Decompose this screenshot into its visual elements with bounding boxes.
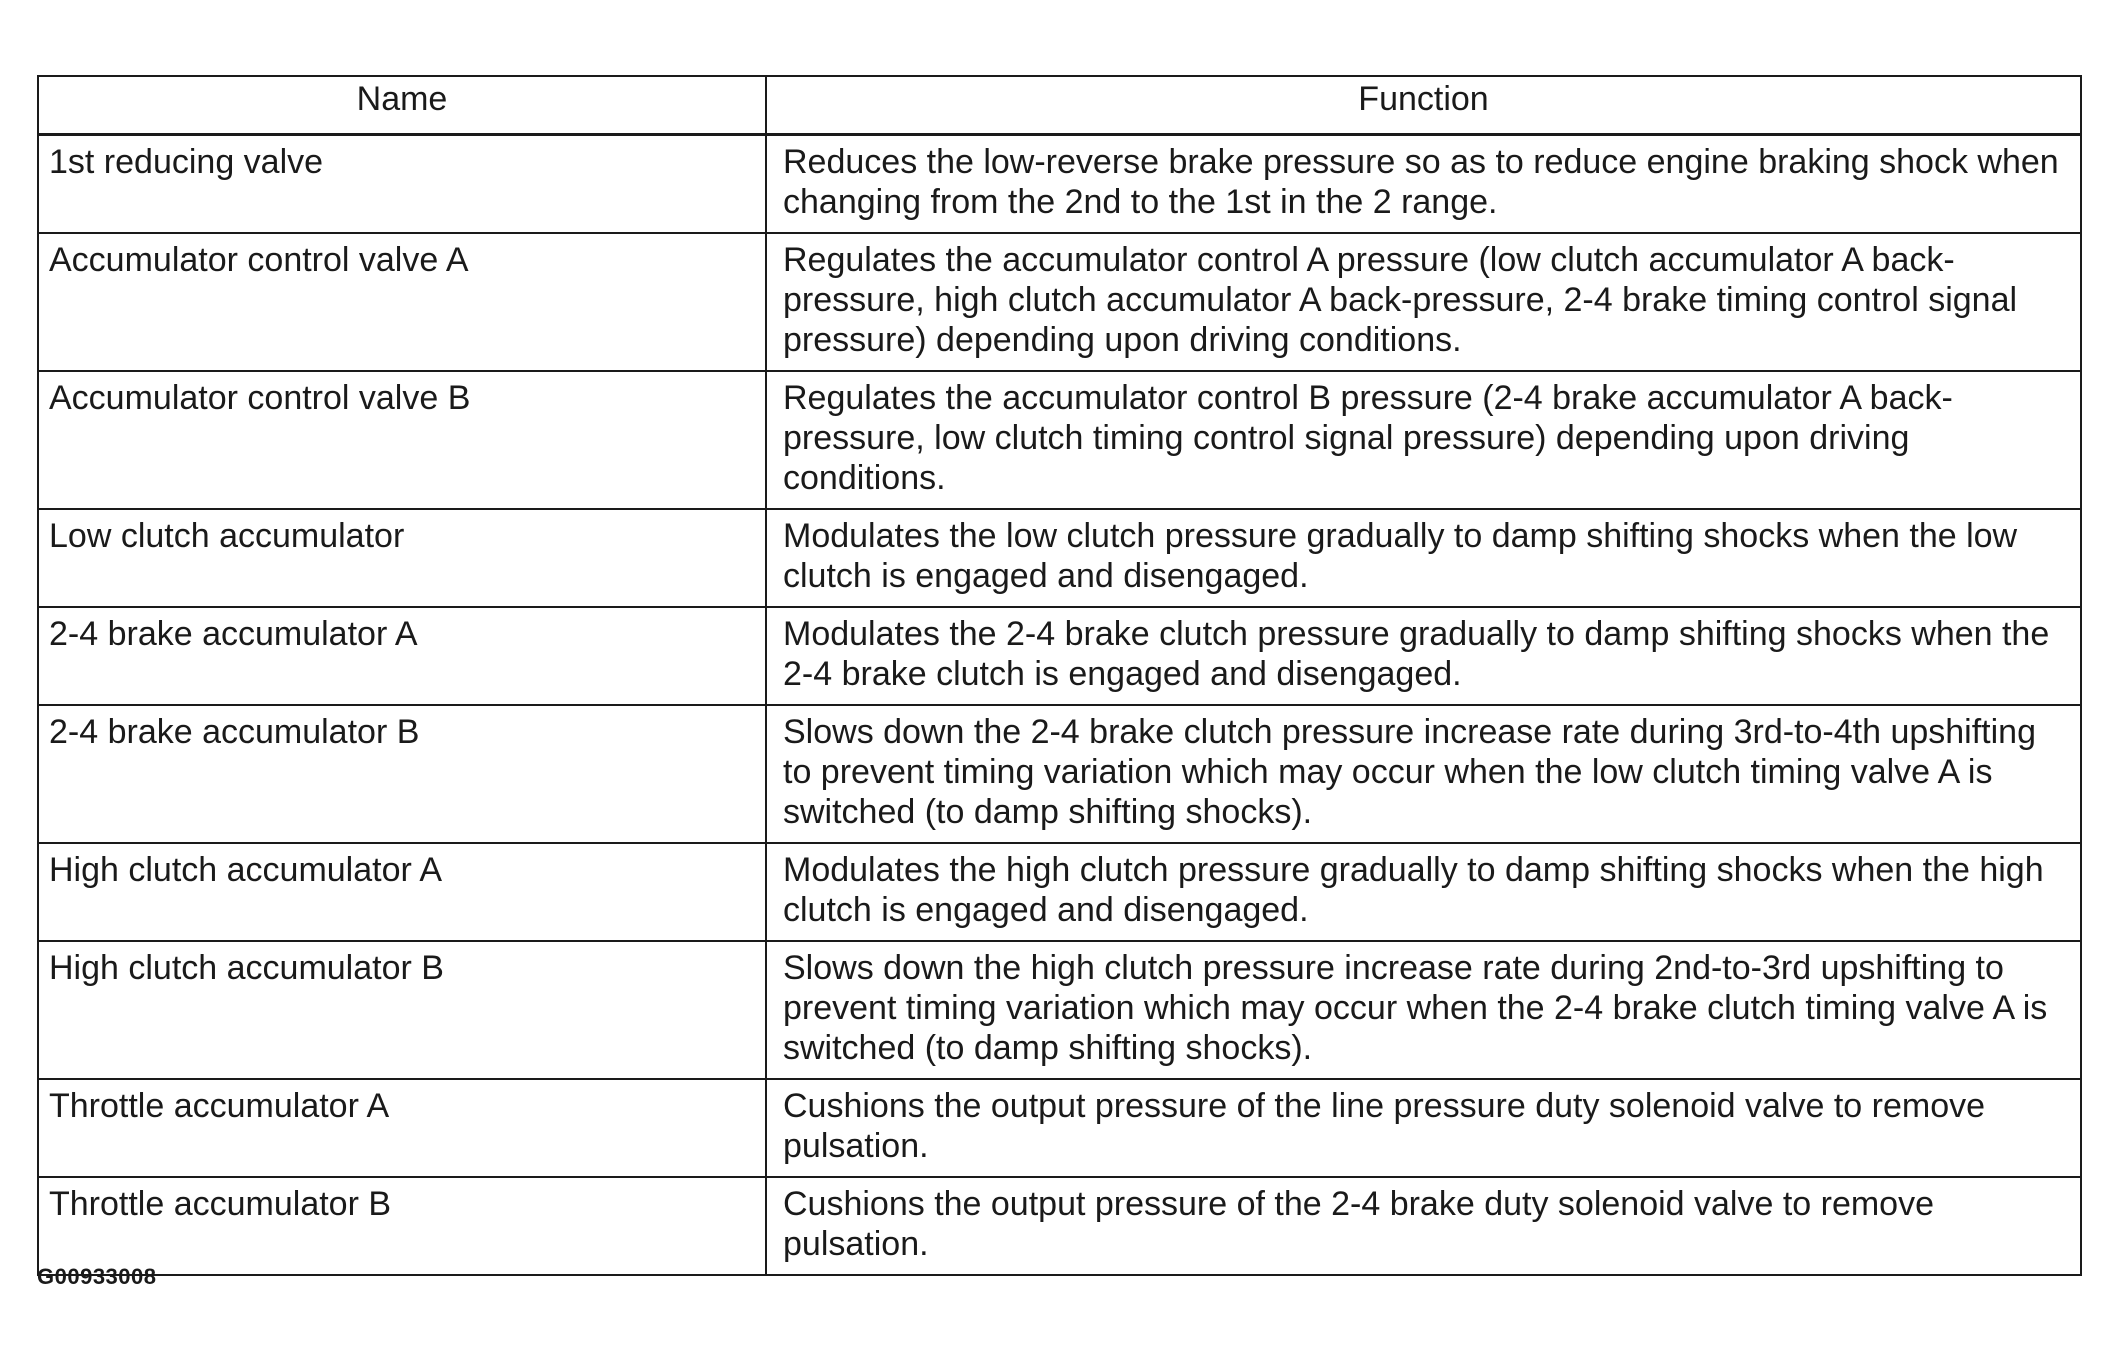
row-name-cell: High clutch accumulator A xyxy=(38,843,766,941)
row-function-cell: Cushions the output pressure of the line pressure duty solenoid valve to remove pulsation. xyxy=(766,1079,2081,1177)
table-row xyxy=(38,509,2081,607)
row-function-cell: Regulates the accumulator control B pressure (2-4 brake accumulator A back-pressure, low clutch timing control signal pressure) depending upon driving conditions. xyxy=(766,371,2081,509)
table-row xyxy=(38,135,2081,234)
row-name-cell: 2-4 brake accumulator A xyxy=(38,607,766,705)
row-name-cell: Throttle accumulator B xyxy=(38,1177,766,1275)
table-row xyxy=(38,1079,2081,1177)
row-function-cell: Modulates the low clutch pressure gradually to damp shifting shocks when the low clutch is engaged and disengaged. xyxy=(766,509,2081,607)
table-row xyxy=(38,233,2081,371)
table-row xyxy=(38,843,2081,941)
table-header-row xyxy=(38,76,2081,135)
row-function-cell: Regulates the accumulator control A pressure (low clutch accumulator A back-pressure, high clutch accumulator A back-pressure, 2-4 brake timing control signal pressure) depending upon driving conditions. xyxy=(766,233,2081,371)
valve-function-table xyxy=(37,75,2082,1276)
row-function-cell: Modulates the 2-4 brake clutch pressure gradually to damp shifting shocks when the 2-4 brake clutch is engaged and disengaged. xyxy=(766,607,2081,705)
table-row xyxy=(38,607,2081,705)
row-name-cell: 2-4 brake accumulator B xyxy=(38,705,766,843)
row-name-cell: Accumulator control valve A xyxy=(38,233,766,371)
row-name-cell: High clutch accumulator B xyxy=(38,941,766,1079)
column-header-name: Name xyxy=(38,76,766,135)
table-row xyxy=(38,1177,2081,1275)
row-function-cell: Reduces the low-reverse brake pressure so as to reduce engine braking shock when changing from the 2nd to the 1st in the 2 range. xyxy=(766,135,2081,234)
row-name-cell: 1st reducing valve xyxy=(38,135,766,234)
table-row xyxy=(38,941,2081,1079)
row-function-cell: Modulates the high clutch pressure gradually to damp shifting shocks when the high clutch is engaged and disengaged. xyxy=(766,843,2081,941)
row-name-cell: Throttle accumulator A xyxy=(38,1079,766,1177)
figure-id-label: G00933008 xyxy=(37,1264,157,1289)
row-function-cell: Cushions the output pressure of the 2-4 brake duty solenoid valve to remove pulsation. xyxy=(766,1177,2081,1275)
row-name-cell: Accumulator control valve B xyxy=(38,371,766,509)
row-function-cell: Slows down the high clutch pressure increase rate during 2nd-to-3rd upshifting to prevent timing variation which may occur when the 2-4 brake clutch timing valve A is switched (to damp shifting shocks). xyxy=(766,941,2081,1079)
table-row xyxy=(38,371,2081,509)
column-header-function: Function xyxy=(766,76,2081,135)
row-function-cell: Slows down the 2-4 brake clutch pressure increase rate during 3rd-to-4th upshifting to prevent timing variation which may occur when the low clutch timing valve A is switched (to damp shifting shocks). xyxy=(766,705,2081,843)
row-name-cell: Low clutch accumulator xyxy=(38,509,766,607)
table-row xyxy=(38,705,2081,843)
